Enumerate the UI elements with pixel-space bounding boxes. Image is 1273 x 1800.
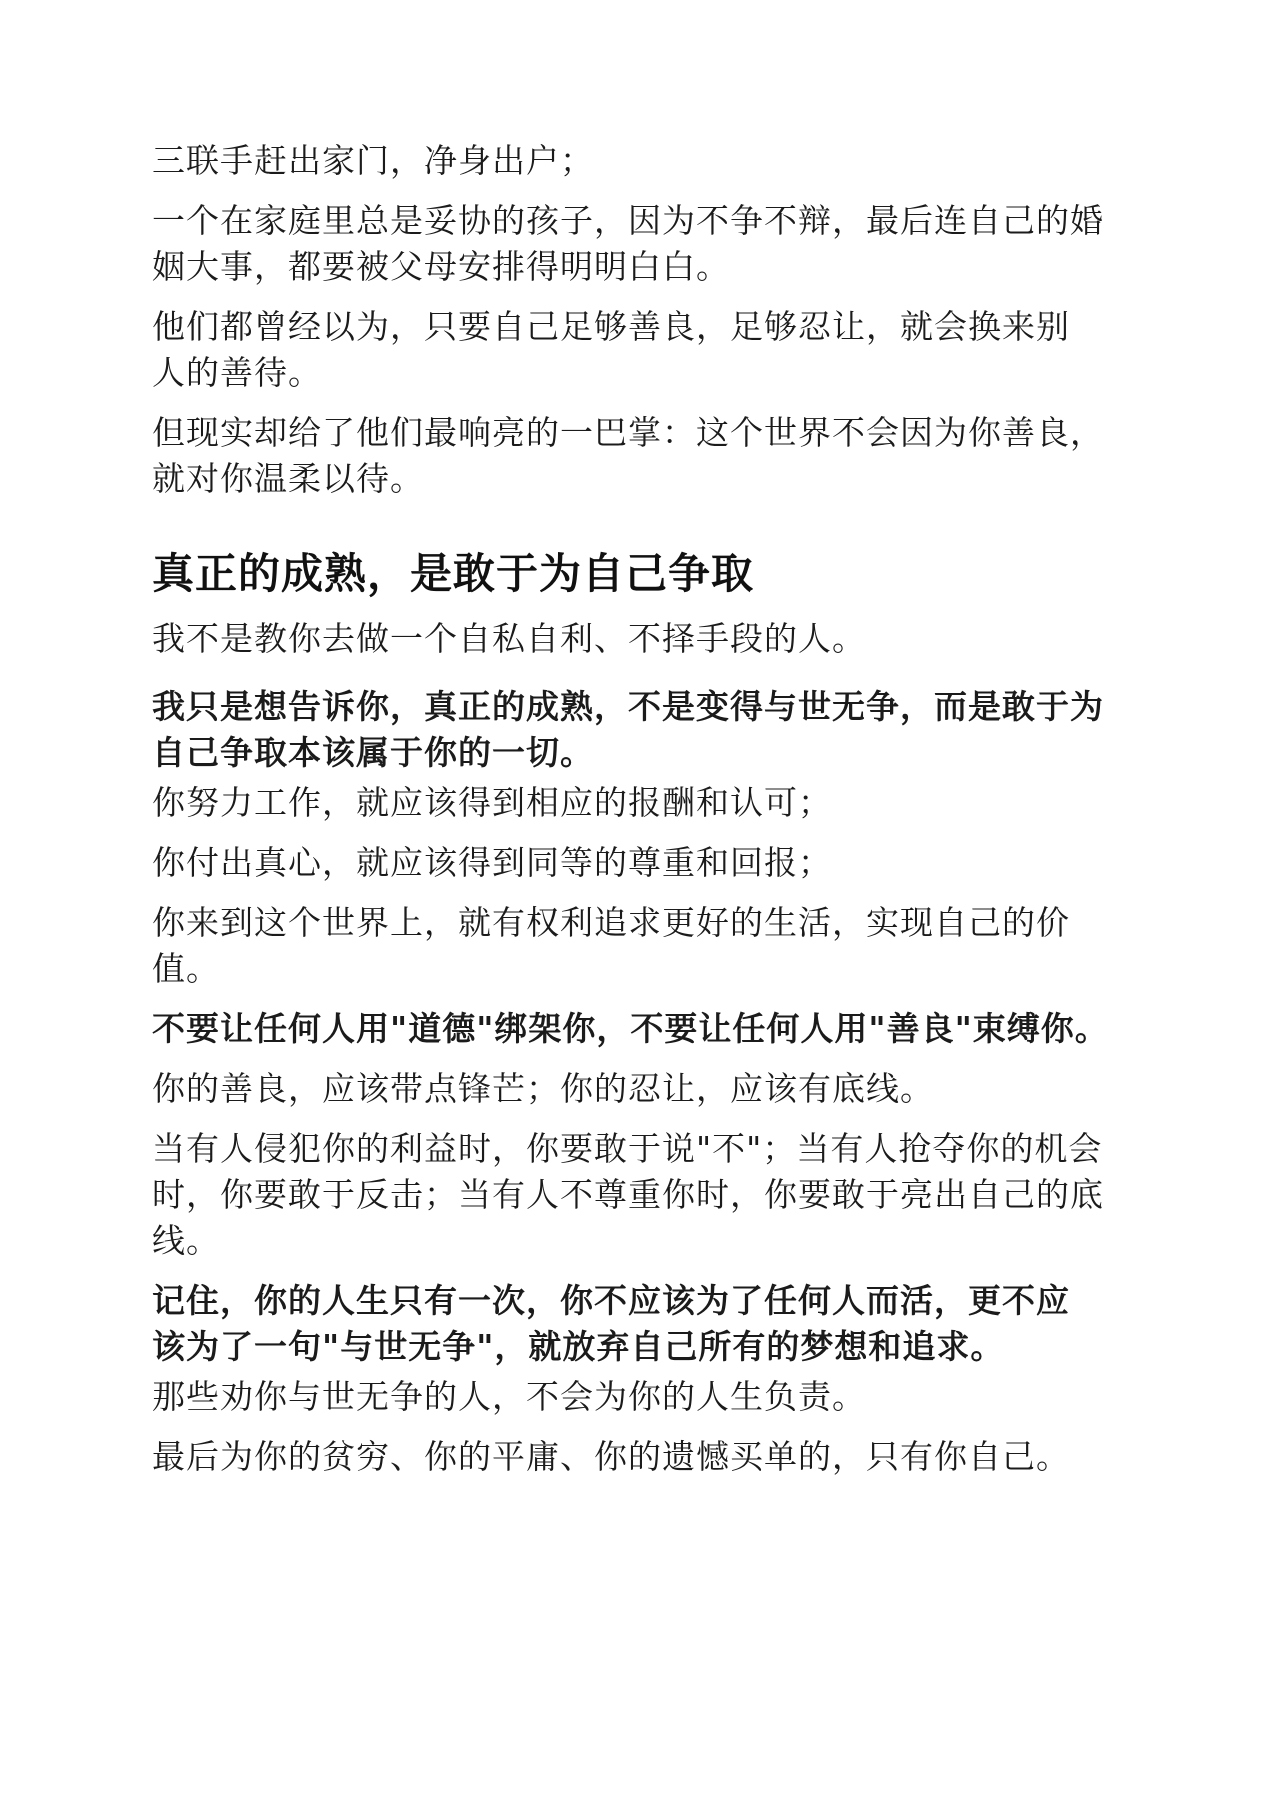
paragraph: 你付出真心，就应该得到同等的尊重和回报； (152, 843, 832, 882)
paragraph: 他们都曾经以为，只要自己足够善良，足够忍让，就会换来别 人的善待。 (152, 307, 1070, 392)
document-page (152, 138, 1122, 1480)
section-heading: 真正的成熟，是敢于为自己争取 (152, 549, 755, 598)
paragraph: 三联手赶出家门，净身出户； (152, 141, 594, 180)
paragraph: 一个在家庭里总是妥协的孩子，因为不争不辩，最后连自己的婚 姻大事，都要被父母安排得明明白白。 (152, 201, 1104, 286)
paragraph: 你努力工作，就应该得到相应的报酬和认可； (152, 783, 832, 822)
paragraph: 我不是教你去做一个自私自利、不择手段的人。 (152, 619, 866, 658)
paragraph: 但现实却给了他们最响亮的一巴掌：这个世界不会因为你善良， 就对你温柔以待。 (152, 413, 1104, 498)
bold-paragraph: 我只是想告诉你，真正的成熟，不是变得与世无争，而是敢于为 自己争取本该属于你的一切。 (152, 687, 1104, 772)
paragraph: 那些劝你与世无争的人，不会为你的人生负责。 (152, 1377, 866, 1416)
bold-paragraph: 记住，你的人生只有一次，你不应该为了任何人而活，更不应 该为了一句"与世无争"，就放弃自己所有的梦想和追求。 (152, 1281, 1070, 1366)
paragraph: 你来到这个世界上，就有权利追求更好的生活，实现自己的价 值。 (152, 903, 1070, 988)
bold-paragraph: 不要让任何人用"道德"绑架你，不要让任何人用"善良"束缚你。 (152, 1009, 1109, 1048)
paragraph: 当有人侵犯你的利益时，你要敢于说"不"；当有人抢夺你的机会 时，你要敢于反击；当有人不尊重你时，你要敢于亮出自己的底 线。 (152, 1129, 1104, 1260)
paragraph: 最后为你的贫穷、你的平庸、你的遗憾买单的，只有你自己。 (152, 1437, 1070, 1476)
paragraph: 你的善良，应该带点锋芒；你的忍让，应该有底线。 (152, 1069, 934, 1108)
